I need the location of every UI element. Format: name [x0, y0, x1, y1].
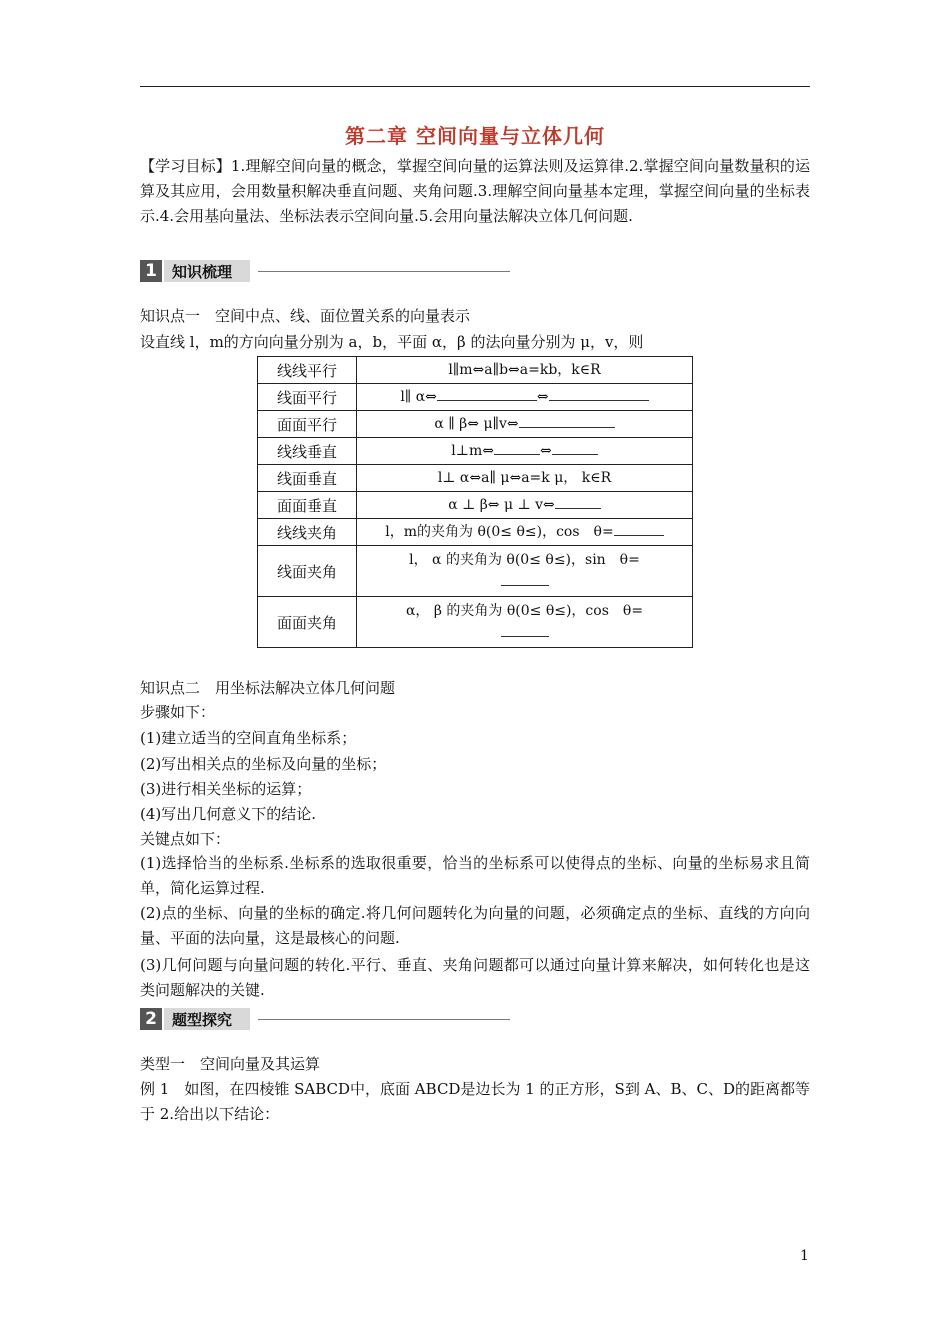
section-number: 2 [140, 1008, 162, 1030]
answer-blank[interactable] [549, 386, 649, 401]
key-point-item: (2)点的坐标、向量的坐标的确定.将几何问题转化为向量的问题，必须确定点的坐标、直线的方向向量、平面的法向量，这是最核心的问题. [140, 904, 810, 947]
table-row [258, 384, 693, 411]
answer-blank[interactable] [494, 440, 540, 455]
row-expr: l， α 的夹角为 θ(0≤ θ≤)，sin θ= [357, 546, 693, 597]
row-name: 面面夹角 [258, 597, 357, 648]
row-expr: l∥m⇔a∥b⇔a=kb，k∈R [357, 357, 693, 384]
answer-blank[interactable] [555, 494, 601, 509]
chapter-title: 第二章 空间向量与立体几何 [345, 124, 605, 148]
header-rule [140, 86, 810, 87]
table-row [258, 492, 693, 519]
learning-goals [140, 154, 810, 229]
key-point-item: (1)选择恰当的坐标系.坐标系的选取很重要，恰当的坐标系可以使得点的坐标、向量的坐标易求且简单，简化运算过程. [140, 854, 810, 897]
row-expr: α ∥ β⇔ μ∥v⇔ [357, 411, 693, 438]
section-title: 知识梳理 [164, 260, 250, 282]
answer-blank[interactable] [614, 521, 664, 536]
table-row [258, 411, 693, 438]
section-rule [258, 1019, 510, 1020]
row-expr: l，m的夹角为 θ(0≤ θ≤)，cos θ= [357, 519, 693, 546]
answer-blank[interactable] [552, 440, 598, 455]
table-row [258, 357, 693, 384]
knowledge-point-1-title: 知识点一 空间中点、线、面位置关系的向量表示 [140, 307, 471, 325]
row-name: 线线夹角 [258, 519, 357, 546]
section-heading-1 [140, 260, 510, 282]
table-row [258, 438, 693, 465]
key-point-item: (3)几何问题与向量问题的转化.平行、垂直、夹角问题都可以通过向量计算来解决，如何转化也是这类问题解决的关键. [140, 956, 810, 999]
row-expr: α， β 的夹角为 θ(0≤ θ≤)，cos θ= [357, 597, 693, 648]
row-expr: α ⊥ β⇔ μ ⊥ v⇔ [357, 492, 693, 519]
section-title: 题型探究 [164, 1008, 250, 1030]
row-name: 线面夹角 [258, 546, 357, 597]
knowledge-point-2-title: 知识点二 用坐标法解决立体几何问题 [140, 679, 396, 697]
row-expr: l⊥ α⇔a∥ μ⇔a=k μ， k∈R [357, 465, 693, 492]
goals-label: 【学习目标】 [140, 157, 231, 175]
row-name: 线面垂直 [258, 465, 357, 492]
row-name: 面面垂直 [258, 492, 357, 519]
answer-blank[interactable] [501, 622, 549, 637]
steps-label: 步骤如下： [140, 703, 216, 721]
row-name: 面面平行 [258, 411, 357, 438]
answer-blank[interactable] [437, 386, 537, 401]
table-row [258, 546, 693, 597]
row-name: 线面平行 [258, 384, 357, 411]
table-row [258, 519, 693, 546]
step-item: (1)建立适当的空间直角坐标系； [140, 729, 357, 747]
row-expr: l⊥m⇔ ⇔ [357, 438, 693, 465]
step-item: (4)写出几何意义下的结论. [140, 805, 317, 823]
relation-table [257, 356, 693, 648]
example-1: 例 1 如图，在四棱锥 SABCD中，底面 ABCD是边长为 1 的正方形，S到 A、B、C、D的距离都等于 2.给出以下结论： [140, 1080, 810, 1123]
row-name: 线线平行 [258, 357, 357, 384]
step-item: (3)进行相关坐标的运算； [140, 780, 312, 798]
table-row [258, 597, 693, 648]
step-item: (2)写出相关点的坐标及向量的坐标； [140, 755, 387, 773]
goals-text: 1.理解空间向量的概念，掌握空间向量的运算法则及运算律.2.掌握空间向量数量积的运算及其应用，会用数量积解决垂直问题、夹角问题.3.理解空间向量基本定理，掌握空间向量的坐标表示.4.会用基向量法、坐标法表示空间向量.5.会用向量法解决立体几何问题. [140, 157, 810, 225]
table-row [258, 465, 693, 492]
answer-blank[interactable] [501, 571, 549, 586]
answer-blank[interactable] [519, 413, 615, 428]
page-number: 1 [800, 1248, 809, 1264]
type-1-title: 类型一 空间向量及其运算 [140, 1055, 321, 1073]
section-number: 1 [140, 260, 162, 282]
key-points-label: 关键点如下： [140, 830, 231, 848]
row-expr: l∥ α⇔ ⇔ [357, 384, 693, 411]
section-heading-2 [140, 1008, 510, 1030]
row-name: 线线垂直 [258, 438, 357, 465]
knowledge-point-1-intro: 设直线 l，m的方向向量分别为 a，b，平面 α，β 的法向量分别为 μ，v，则 [140, 333, 644, 351]
section-rule [258, 271, 510, 272]
